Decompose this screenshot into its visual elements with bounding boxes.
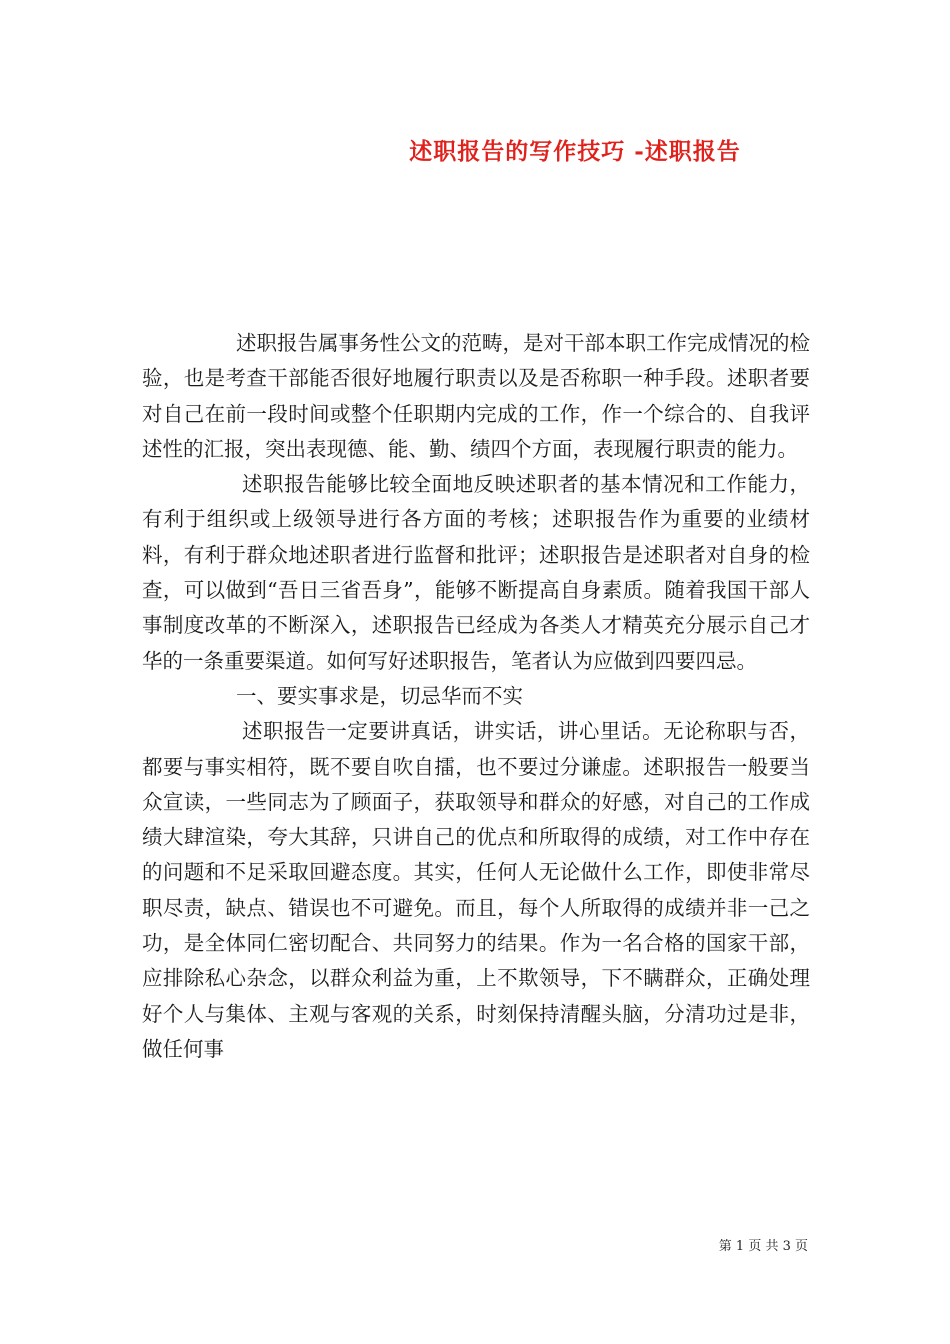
document-title: 述职报告的写作技巧 -述职报告 (409, 138, 741, 165)
page-number-footer: 第 1 页 共 3 页 (718, 1239, 808, 1254)
paragraph-section-1: 述职报告一定要讲真话，讲实话，讲心里话。无论称职与否，都要与事实相符，既不要自吹自擂，也不要过分谦虚。述职报告一般要当众宣读，一些同志为了顾面子，获取领导和群众的好感，对自己的工作成绩大肆渲染，夸大其辞，只讲自己的优点和所取得的成绩，对工作中存在的问题和不足采取回避态度。其实，任何人无论做什么工作，即使非常尽职尽责，缺点、错误也不可避免。而且，每个人所取得的成绩并非一己之功，是全体同仁密切配合、共同努力的结果。作为一名合格的国家干部，应排除私心杂念，以群众利益为重，上不欺领导，下不瞒群众，正确处理好个人与集体、主观与客观的关系，时刻保持清醒头脑，分清功过是非，做任何事 (142, 719, 810, 1061)
document-body (142, 326, 810, 1067)
paragraph-intro: 述职报告属事务性公文的范畴，是对干部本职工作完成情况的检验，也是考查干部能否很好地履行职责以及是否称职一种手段。述职者要对自己在前一段时间或整个任职期内完成的工作，作一个综合的、自我评述性的汇报，突出表现德、能、勤、绩四个方面，表现履行职责的能力。 (142, 331, 810, 461)
section-heading-1: 一、要实事求是，切忌华而不实 (236, 683, 523, 708)
paragraph-benefits: 述职报告能够比较全面地反映述职者的基本情况和工作能力，有利于组织或上级领导进行各方面的考核；述职报告作为重要的业绩材料，有利于群众地述职者进行监督和批评；述职报告是述职者对自身的检查，可以做到“吾日三省吾身”，能够不断提高自身素质。随着我国干部人事制度改革的不断深入，述职报告已经成为各类人才精英充分展示自己才华的一条重要渠道。如何写好述职报告，笔者认为应做到四要四忌。 (142, 472, 810, 673)
